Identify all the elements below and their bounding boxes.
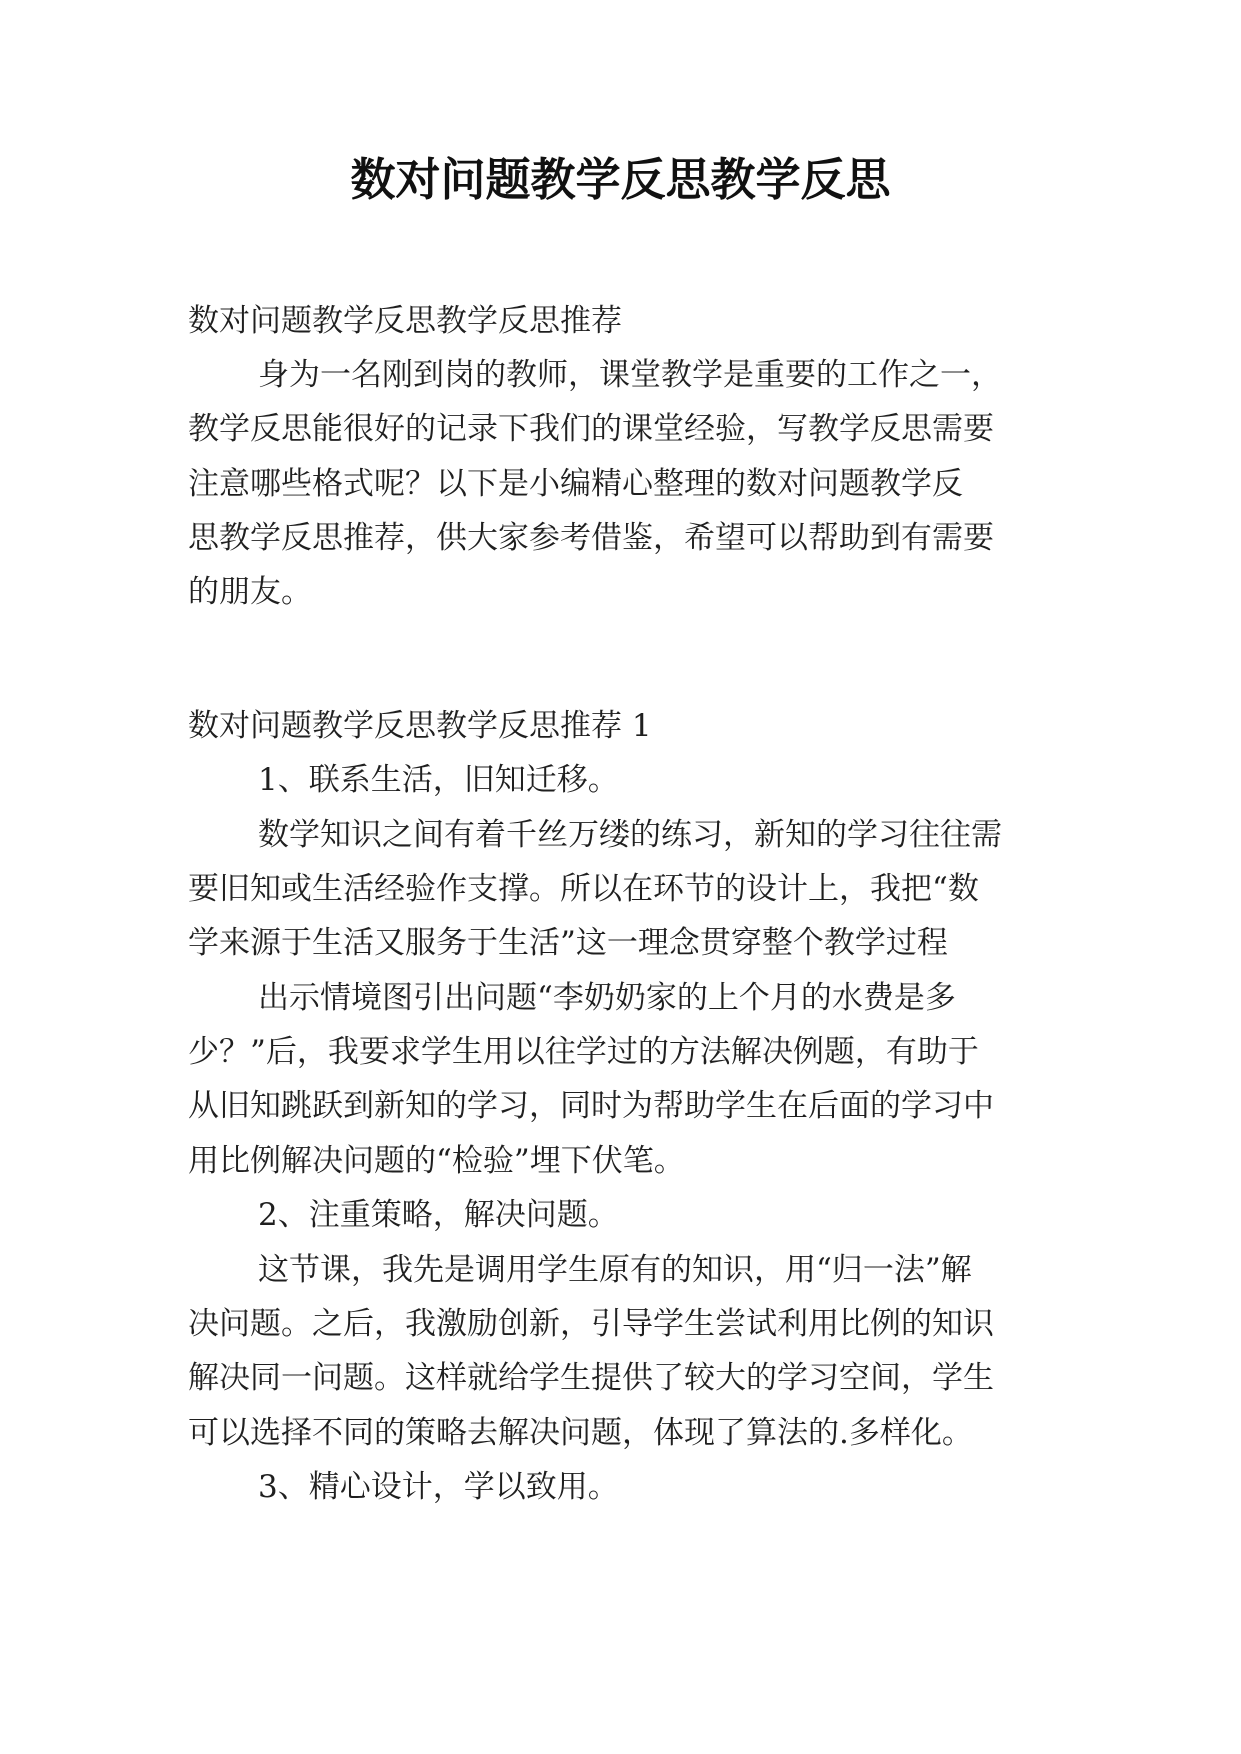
paragraph-line: 从旧知跳跃到新知的学习，同时为帮助学生在后面的学习中 bbox=[188, 1088, 994, 1124]
list-item-heading: 2、注重策略，解决问题。 bbox=[258, 1197, 619, 1233]
list-item-heading: 3、精心设计，学以致用。 bbox=[258, 1469, 619, 1505]
paragraph-line: 解决同一问题。这样就给学生提供了较大的学习空间，学生 bbox=[188, 1360, 994, 1396]
paragraph-line: 数学知识之间有着千丝万缕的练习，新知的学习往往需 bbox=[258, 817, 1002, 853]
paragraph-line: 注意哪些格式呢？以下是小编精心整理的数对问题教学反 bbox=[188, 466, 963, 502]
paragraph-line: 思教学反思推荐，供大家参考借鉴，希望可以帮助到有需要 bbox=[188, 520, 994, 556]
paragraph-line: 少？”后，我要求学生用以往学过的方法解决例题，有助于 bbox=[188, 1034, 979, 1070]
paragraph-line: 可以选择不同的策略去解决问题，体现了算法的.多样化。 bbox=[188, 1415, 973, 1451]
document-title: 数对问题教学反思教学反思 bbox=[350, 153, 891, 206]
intro-heading: 数对问题教学反思教学反思推荐 bbox=[188, 303, 622, 339]
paragraph-line: 的朋友。 bbox=[188, 574, 312, 610]
paragraph-line: 决问题。之后，我激励创新，引导学生尝试利用比例的知识 bbox=[188, 1306, 994, 1342]
list-item-heading: 1、联系生活，旧知迁移。 bbox=[258, 762, 619, 798]
paragraph-line: 用比例解决问题的“检验”埋下伏笔。 bbox=[188, 1143, 685, 1179]
section-heading: 数对问题教学反思教学反思推荐 1 bbox=[188, 708, 652, 744]
paragraph-line: 这节课，我先是调用学生原有的知识，用“归一法”解 bbox=[258, 1252, 972, 1288]
paragraph-line: 教学反思能很好的记录下我们的课堂经验，写教学反思需要 bbox=[188, 411, 994, 447]
paragraph-line: 要旧知或生活经验作支撑。所以在环节的设计上，我把“数 bbox=[188, 871, 979, 907]
paragraph-line: 出示情境图引出问题“李奶奶家的上个月的水费是多 bbox=[258, 980, 956, 1016]
paragraph-line: 学来源于生活又服务于生活”这一理念贯穿整个教学过程 bbox=[188, 925, 948, 961]
paragraph-line: 身为一名刚到岗的教师，课堂教学是重要的工作之一， bbox=[258, 357, 1002, 393]
